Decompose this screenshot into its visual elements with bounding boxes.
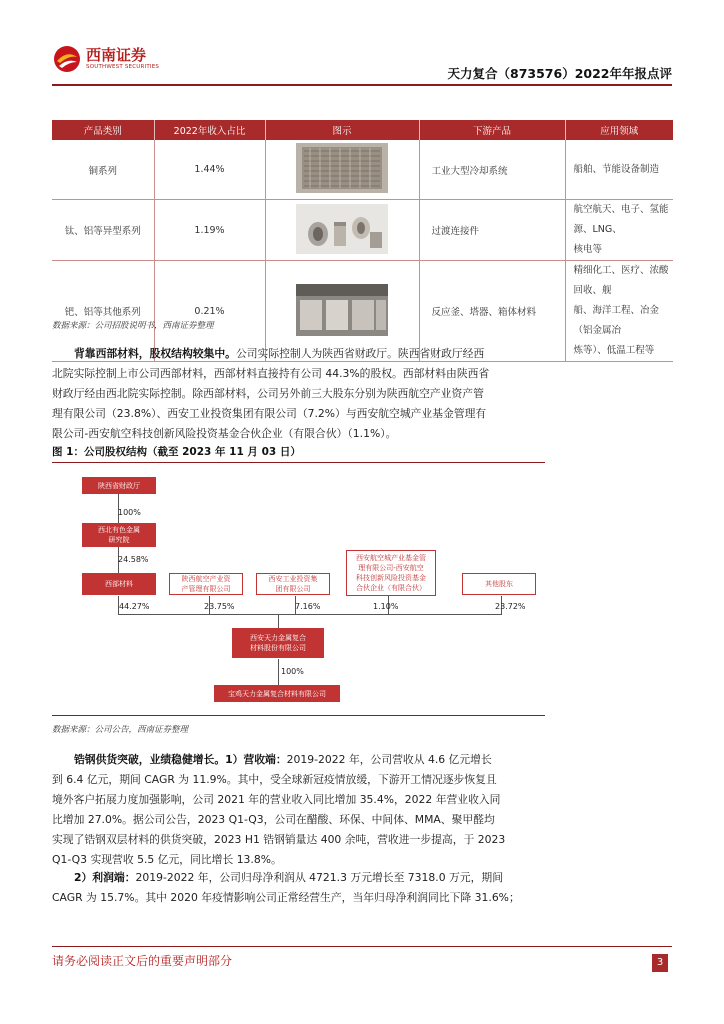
figure-bottom-rule [52, 715, 545, 716]
table-source: 数据来源：公司招股说明书，西南证券整理 [52, 321, 214, 331]
para-line: 锆钢供货突破，业绩稳健增长。1）营收端：2019-2022 年，公司营收从 4.6 亿元增长 [74, 753, 492, 766]
application-line: 航空航天、电子、氢能源、LNG、 [573, 204, 669, 235]
para-line: 北院实际控制上市公司西部材料，西部材料直接持有公司 44.3%的股权。西部材料由陕西省 [52, 367, 490, 380]
node-aviation-fund: 西安航空城产业基金管 理有限公司-西安航空 科技创新风险投资基金 合伙企业（有限合伙） [346, 550, 436, 596]
col-header: 应用领域 [565, 120, 673, 140]
pct-top-to-nw: 100% [118, 508, 141, 517]
connector-line [278, 659, 279, 685]
node-shaanxi-finance: 陕西省财政厅 [82, 477, 156, 494]
para-line: 理有限公司（23.8%）、西安工业投资集团有限公司（7.2%）与西安航空城产业基金管理有 [52, 407, 487, 420]
footer-divider [52, 946, 672, 947]
connector-line [278, 614, 279, 628]
para-line: 限公司-西安航空科技创新风险投资基金合伙企业（有限合伙）（1.1%）。 [52, 427, 397, 440]
brand-name-en: SOUTHWEST SECURITIES [86, 64, 160, 70]
pct-western: 44.27% [119, 602, 150, 611]
col-header: 下游产品 [419, 120, 565, 140]
pct-others: 23.72% [495, 602, 526, 611]
table-row [52, 140, 673, 200]
figure-title: 图 1：公司股权结构（截至 2023 年 11 月 03 日） [52, 446, 301, 458]
col-header: 产品类别 [52, 120, 154, 140]
application-line: 船、海洋工程、冶金（铝金属冶 [573, 305, 660, 336]
para-line: 2）利润端：2019-2022 年，公司归母净利润从 4721.3 万元增长至 7318.0 万元，期间 [74, 871, 504, 884]
share-cell: 1.44% [154, 140, 265, 200]
para-lead: 2）利润端： [74, 871, 136, 884]
para-line: Q1-Q3 实现营收 5.5 亿元，同比增长 13.8%。 [52, 853, 282, 866]
col-header: 图示 [265, 120, 419, 140]
share-cell: 1.19% [154, 200, 265, 261]
para-line: 背靠西部材料，股权结构较集中。公司实际控制人为陕西省财政厅。陕西省财政厅经西 [74, 347, 485, 360]
node-other-shareholders: 其他股东 [462, 573, 536, 595]
product-image-cell [265, 140, 419, 200]
table-header-row [52, 120, 673, 140]
footer-notice: 请务必阅读正文后的重要声明部分 [52, 954, 233, 968]
para-line: 实现了锆钢双层材料的供货突破，2023 H1 锆钢销量达 400 余吨，营收进一步提高，于 2023 [52, 833, 506, 846]
col-header: 2022年收入占比 [154, 120, 265, 140]
application-line: 精细化工、医疗、浓酸回收、舰 [573, 265, 669, 296]
application-cell [565, 140, 673, 200]
node-baoji-subsidiary: 宝鸡天力金属复合材料有限公司 [214, 685, 340, 702]
brand-name-cn: 西南证券 [86, 46, 147, 64]
ownership-diagram [52, 463, 545, 715]
para-line: 到 6.4 亿元，期间 CAGR 为 11.9%。其中，受全球新冠疫情放缓，下游开工情况逐步恢复且 [52, 773, 497, 786]
application-cell [565, 261, 673, 362]
pct-shaanxi-aviation: 23.75% [204, 602, 235, 611]
pct-company-to-sub: 100% [281, 667, 304, 676]
application-cell [565, 200, 673, 261]
page-number: 3 [652, 954, 668, 972]
downstream-cell: 反应釜、塔器、箱体材料 [419, 261, 565, 362]
paragraph-profit [52, 868, 545, 908]
category-cell: 钛、铝等异型系列 [52, 200, 154, 261]
table-row [52, 200, 673, 261]
node-shaanxi-aviation: 陕西航空产业资 产管理有限公司 [169, 573, 243, 595]
application-line: 核电等 [573, 244, 603, 255]
report-title: 天力复合（873576）2022年年报点评 [447, 66, 672, 81]
pct-nw-to-western: 24.58% [118, 555, 149, 564]
downstream-cell: 过渡连接件 [419, 200, 565, 261]
copper-plate-image [296, 143, 388, 193]
paragraph-revenue [52, 750, 545, 870]
brand-emblem-icon [52, 44, 82, 74]
application-line: 船舶、节能设备制造 [573, 163, 660, 175]
node-western-materials: 西部材料 [82, 573, 156, 595]
node-xian-industrial: 西安工业投资集 团有限公司 [256, 573, 330, 595]
titanium-connector-image [296, 204, 388, 254]
para-lead: 背靠西部材料，股权结构较集中。 [74, 347, 236, 360]
factory-plates-image [296, 284, 388, 336]
category-cell: 钯、铝等其他系列 [52, 261, 154, 362]
para-line: 财政厅经由西北院实际控制。除西部材料，公司另外前三大股东分别为陕西航空产业资产管 [52, 387, 484, 400]
para-lead: 锆钢供货突破，业绩稳健增长。1）营收端： [74, 753, 287, 766]
header-divider [52, 84, 672, 86]
category-cell: 铜系列 [52, 140, 154, 200]
node-tianli-company: 西安天力金属复合 材料股份有限公司 [232, 628, 324, 658]
downstream-cell: 工业大型冷却系统 [419, 140, 565, 200]
share-cell: 0.21% [154, 261, 265, 362]
connector-line [118, 614, 502, 615]
paragraph-shareholding [52, 344, 545, 444]
pct-xian-industrial: 7.16% [295, 602, 321, 611]
node-nw-institute: 西北有色金属 研究院 [82, 523, 156, 547]
para-line: 境外客户拓展力度加强影响，公司 2021 年的营业收入同比增加 35.4%，2022 年营业收入同 [52, 793, 501, 806]
figure-source: 数据来源：公司公告，西南证券整理 [52, 725, 189, 735]
para-line: CAGR 为 15.7%。其中 2020 年疫情影响公司正常经营生产，当年归母净利润同比下降 31.6%； [52, 891, 520, 904]
brand-logo [52, 42, 192, 78]
pct-aviation-fund: 1.10% [373, 602, 399, 611]
product-image-cell [265, 200, 419, 261]
application-line: 炼等）、低温工程等 [573, 345, 655, 356]
para-line: 比增加 27.0%。据公司公告，2023 Q1-Q3，公司在醋酸、环保、中间体、MMA、聚甲醛均 [52, 813, 495, 826]
